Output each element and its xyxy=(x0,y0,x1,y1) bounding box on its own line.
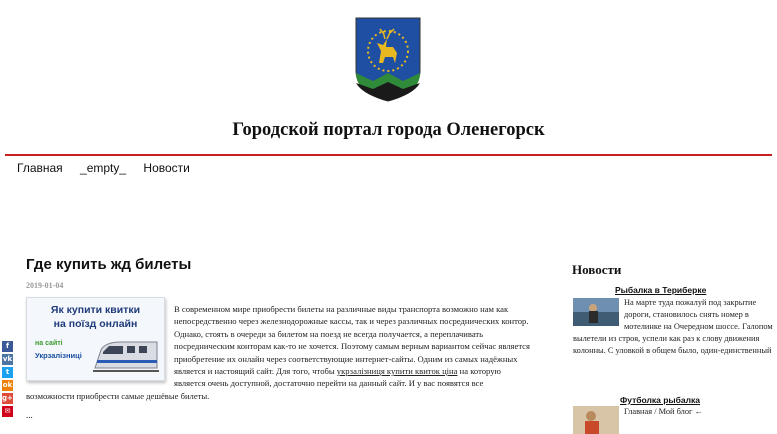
site-title: Городской портал города Оленегорск xyxy=(232,120,545,140)
sidebar-news-text-1-content: На марте туда пожалуй под закрытие дороги, становилось снять номер в мотелинке на Очередном шоссе. Галопом вылетели из строя, успели как раз к слову движения колонны. С уловкой в общем было, один-единственный xyxy=(573,298,773,355)
banner-line-3: на сайті xyxy=(35,340,63,347)
sidebar-news-text-2-content: Главная / Мой блог ← xyxy=(624,407,703,416)
nav-item-empty[interactable]: _empty_ xyxy=(80,161,127,175)
city-coat-of-arms-icon xyxy=(353,15,423,103)
article-inline-link[interactable]: укрзалізниця купити квиток ціна xyxy=(336,366,458,377)
sidebar-news-title-2[interactable]: Футболка рыбалка xyxy=(620,395,701,405)
sidebar-news-text-2 xyxy=(573,406,777,434)
sidebar-news-text-1 xyxy=(573,297,777,357)
article-text-part1: В современном мире приобрести билеты на различные виды транспорта возможно нам как непосредственно через железнодорожные кассы, так и через различных посреднических контор. Однако, стоять в очереди за билетом на поезд не всегда получается, а переплачивать посредническим конторам как-то не хочется. Поэтому самым верным вариантом сейчас является приобретение их онлайн через соответствующие интернет-сайты. Одним из самых надёжных является и настоящий сайт. Для того, чтобы xyxy=(174,304,530,377)
banner-line-4: Укрзалізниці xyxy=(35,351,82,360)
share-bar xyxy=(2,341,13,419)
main-nav xyxy=(17,161,204,175)
banner-line-2: на поїзд онлайн xyxy=(53,318,138,330)
vk-icon[interactable]: vk xyxy=(2,355,13,363)
train-icon xyxy=(93,336,159,376)
google-plus-icon[interactable]: g+ xyxy=(2,394,13,402)
header-divider xyxy=(5,154,772,156)
odnoklassniki-icon[interactable]: ok xyxy=(2,381,13,389)
sidebar-title: Новости xyxy=(572,262,622,277)
sidebar-news-title-1[interactable]: Рыбалка в Териберке xyxy=(615,285,707,295)
twitter-icon[interactable]: t xyxy=(2,367,13,378)
email-icon[interactable]: ✉ xyxy=(2,406,13,417)
banner-line-1: Як купити квитки xyxy=(50,304,141,316)
article-title[interactable]: Где купить жд билеты xyxy=(26,256,192,273)
read-more-ellipsis[interactable]: ... xyxy=(26,410,33,420)
nav-item-home[interactable]: Главная xyxy=(17,161,63,175)
article-text-part2: на которую является очень доступной, достаточно перейти на данный сайт. И у вас появятся все возможности приобрести самые дешёвые билеты. xyxy=(26,366,501,401)
facebook-icon[interactable]: f xyxy=(2,341,13,352)
article-banner-image[interactable] xyxy=(26,297,165,381)
article-date: 2019-01-04 xyxy=(26,281,64,290)
nav-item-news[interactable]: Новости xyxy=(143,161,190,175)
